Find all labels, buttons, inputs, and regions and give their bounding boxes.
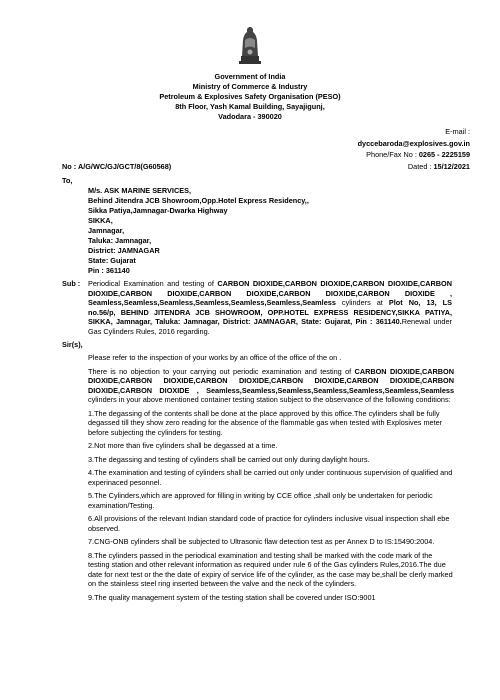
reference-label: No : [62,162,78,171]
dated-value: 15/12/2021 [433,162,470,171]
condition-item: 5.The Cylinders,which are approved for filling in writing by CCE office ,shall only be undertaken for periodic examination/Testing. [88,491,433,510]
email-label: E-mail : [445,127,470,136]
header-govt: Government of India [214,72,286,81]
address-line: District: JAMNAGAR [88,246,160,255]
condition-item: 8.The cylinders passed in the periodical examination and testing shall be marked with the code mark of the testing station and other relevant information as required under rule 6 of the Gas cylinders Rules,2016.The due date for next test or the the date of expiry of service life of the cylinder, as the case may be,shall be clerly marked on the stainless steel ring inserted between the valve and the neck of the cylinders. [88,550,453,588]
phone-label: Phone/Fax No : [366,150,419,159]
header-organisation: Petroleum & Explosives Safety Organisation (PESO) [159,92,341,101]
address-line: M/s. ASK MARINE SERVICES, [88,186,191,195]
email-address: dyccebaroda@explosives.gov.in [357,139,470,148]
subject-text [88,279,452,336]
to-label: To, [62,176,73,185]
address-line: Behind Jitendra JCB Showroom,Opp.Hotel Express Residency,, [88,196,309,205]
address-line: Sikka Patiya,Jamnagar-Dwarka Highway [88,206,228,215]
address-line: Taluka: Jamnagar, [88,236,152,245]
body-paragraph: Please refer to the inspection of your works by an office of the office of the on . [88,353,342,362]
reference-number [62,162,171,172]
body-part: There is no objection to your carrying out periodic examination and testing of [88,366,355,376]
national-emblem-icon [238,26,262,66]
header-city: Vadodara - 390020 [218,112,282,121]
header-ministry: Ministry of Commerce & Industry [192,82,308,91]
body-paragraph [88,367,454,405]
condition-item: 9.The quality management system of the testing station shall be covered under ISO:9001 [88,592,376,602]
subject-location: Plot No, 13, LS no.56/p, BEHIND JITENDRA JCB SHOWROOM, OPP.HOTEL EXPRESS RESIDENCY,SIKKA PATIYA, SIKKA, Jamnagar, Taluka: Jamnagar, District: JAMNAGAR, State: Gujarat, Pin : 361140. [88,298,452,326]
phone-line [366,150,470,160]
address-line: SIKKA, [88,216,113,225]
dated-label: Dated : [407,162,434,171]
subject-part: Periodical Examination and testing of [88,279,218,288]
subject-gases: CARBON DIOXIDE,CARBON DIOXIDE,CARBON DIOXIDE,CARBON DIOXIDE,CARBON DIOXIDE,CARBON DIOXIDE,CARBON DIOXIDE,CARBON DIOXIDE , Seamless,Seamless,Seamless,Seamless,Seamless,Seamless,Seamless [88,279,452,307]
body-part: cylinders in your above mentioned container testing station subject to the observance of the following conditions: [88,395,451,404]
reference-value: A/G/WC/GJ/GCT/8(G60568) [77,162,172,171]
condition-item: 6.All provisions of the relevant Indian standard code of practice for cylinders inclusive visual inspection shall ebe observed. [88,514,450,533]
condition-item: 1.The degassing of the contents shall be done at the place approved by this office.The cylinders shall be fully degassed till they show zero reading for the absence of the flammable gas when tested with Explosives meter before subjecting the cylinders for testing. [88,408,443,437]
phone-number: 0265 - 2225159 [418,150,470,159]
salutation: Sir(s), [62,340,83,349]
condition-item: 7.CNG-ONB cylinders shall be subjected to Ultrasonic flaw detection test as per Annex D to IS:15490:2004. [88,537,435,546]
dated-line [408,162,470,172]
header-address: 8th Floor, Yash Kamal Building, Sayajigunj, [175,102,325,111]
condition-item: 2.Not more than five cylinders shall be degassed at a time. [88,441,278,450]
letter-body [88,353,454,606]
subject-part: cylinders at [335,298,389,307]
recipient-address [88,186,309,276]
address-line: Pin : 361140 [88,266,130,275]
address-line: State: Gujarat [88,256,136,265]
address-line: Jamnagar, [88,226,125,235]
body-gases: CARBON DIOXIDE,CARBON DIOXIDE,CARBON DIOXIDE,CARBON DIOXIDE,CARBON DIOXIDE,CARBON DIOXIDE,CARBON DIOXIDE,CARBON DIOXIDE , Seamless,Seamless,Seamless,Seamless,Seamless,Seamless,Seamless [88,366,454,395]
condition-item: 3.The degassing and testing of cylinders shall be carried out only during daylight hours. [88,454,370,464]
subject-label: Sub : [62,279,81,288]
subject-part: Renewal under Gas Cylinders Rules, 2016 regarding. [88,317,452,336]
condition-item: 4.The examination and testing of cylinders shall be carried out only under continuous supervision of qualified and experinaced pesonnel. [88,468,453,487]
